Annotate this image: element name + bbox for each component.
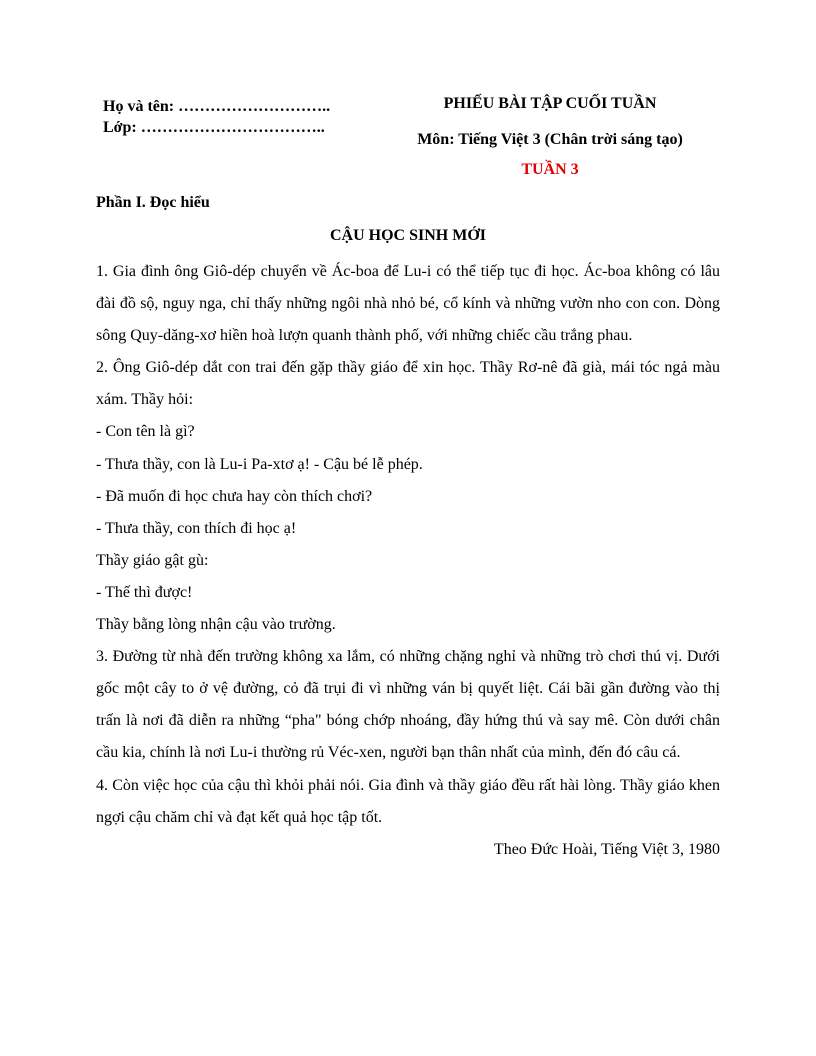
dialogue-line: - Thế thì được!: [96, 583, 193, 601]
dialogue-line: - Đã muốn đi học chưa hay còn thích chơi?: [96, 487, 373, 505]
paragraph: 2. Ông Giô-dép dắt con trai đến gặp thầy giáo để xin học. Thầy Rơ-nê đã già, mái tóc ngả màu xám. Thầy hỏi:: [96, 359, 720, 409]
dialogue-line: - Thưa thầy, con là Lu-i Pa-xtơ ạ! - Cậu bé lễ phép.: [96, 455, 423, 473]
story-title: CẬU HỌC SINH MỚI: [329, 227, 486, 244]
worksheet-title: PHIẾU BÀI TẬP CUỐI TUẦN: [443, 95, 657, 112]
name-field-label: Họ và tên: ………………………..: [103, 98, 331, 115]
subject-line: Môn: Tiếng Việt 3 (Chân trời sáng tạo): [417, 131, 683, 148]
paragraph: Thầy giáo gật gù:: [96, 551, 209, 569]
paragraph: Thầy bằng lòng nhận cậu vào trường.: [96, 616, 336, 634]
week-label: TUẦN 3: [521, 161, 579, 178]
section-title: Phần I. Đọc hiểu: [96, 194, 210, 211]
story-body: [96, 256, 720, 866]
dialogue-line: - Con tên là gì?: [96, 423, 195, 441]
paragraph: 1. Gia đình ông Giô-dép chuyển về Ác-boa để Lu-i có thể tiếp tục đi học. Ác-boa không có lâu đài đồ sộ, nguy nga, chỉ thấy những ngôi nhà nhỏ bé, cổ kính và những vườn nho con con. Dòng sông Quy-dăng-xơ hiền hoà lượn quanh thành phố, với những chiếc cầu trắng phau.: [96, 263, 720, 345]
paragraph: 4. Còn việc học của cậu thì khỏi phải nói. Gia đình và thầy giáo đều rất hài lòng. Thầy giáo khen ngợi cậu chăm chỉ và đạt kết quả học tập tốt.: [96, 776, 720, 826]
paragraph: 3. Đường từ nhà đến trường không xa lắm, có những chặng nghỉ và những trò chơi thú vị. Dưới gốc một cây to ở vệ đường, cỏ đã trụi đi vì những ván bị quyết liệt. Cái bãi gần đường vào thị trấn là nơi đã diễn ra những “pha" bóng chớp nhoáng, đầy hứng thú và say mê. Còn dưới chân cầu kia, chính là nơi Lu-i thường rủ Véc-xen, người bạn thân nhất của mình, đến đó câu cá.: [96, 648, 720, 762]
source-citation: Theo Đức Hoài, Tiếng Việt 3, 1980: [493, 840, 720, 858]
student-info: [103, 96, 330, 138]
class-field-label: Lớp: ……………………………..: [103, 119, 325, 136]
dialogue-line: - Thưa thầy, con thích đi học ạ!: [96, 519, 297, 537]
